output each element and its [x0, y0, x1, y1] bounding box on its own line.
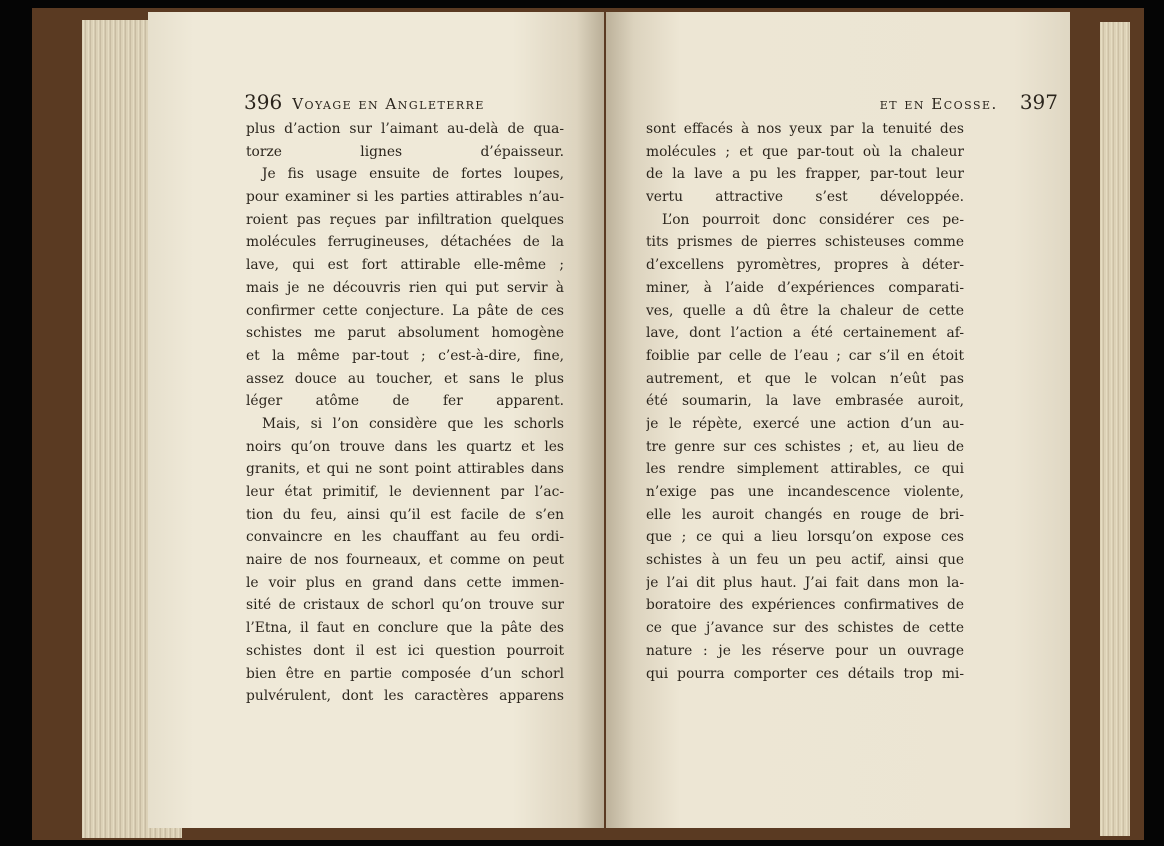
- text-line: n’exige pas une incandescence violente,: [646, 484, 964, 500]
- right-page-text: [646, 118, 964, 685]
- text-line: schistes à un feu un peu actif, ainsi que: [646, 552, 964, 569]
- right-running-title: et en Ecosse.: [879, 95, 998, 113]
- text-line: lave, dont l’action a été certainement af-: [646, 325, 964, 342]
- text-line: pour examiner si les parties attirables n’au-: [246, 189, 564, 206]
- text-line: qui pourra comporter ces détails trop mi-: [646, 665, 964, 682]
- text-line: plus d’action sur l’aimant au-delà de qua-: [246, 121, 564, 137]
- right-running-head: [738, 90, 1058, 118]
- text-line: molécules ferrugineuses, détachées de la: [246, 234, 564, 251]
- text-line: L’on pourroit donc considérer ces pe-: [662, 211, 964, 228]
- text-line: je le répète, exercé une action d’un au-: [646, 415, 964, 432]
- text-line: été soumarin, la lave embrasée auroit,: [646, 393, 964, 410]
- text-line: Mais, si l’on considère que les schorls: [262, 415, 564, 432]
- text-line: torze lignes d’épaisseur.: [246, 143, 564, 160]
- text-line: schistes me parut absolument homogène: [246, 325, 564, 342]
- text-line: leur état primitif, le deviennent par l’ac-: [246, 484, 564, 500]
- text-line: je l’ai dit plus haut. J’ai fait dans mon la-: [646, 574, 964, 591]
- text-line: tion du feu, ainsi qu’il est facile de s’en: [246, 506, 564, 523]
- text-line: granits, et qui ne sont point attirables dans: [246, 461, 564, 478]
- text-line: sont effacés à nos yeux par la tenuité des: [646, 121, 964, 137]
- left-page-number: 396: [244, 90, 283, 114]
- right-page: [606, 12, 1070, 828]
- text-line: vertu attractive s’est développée.: [646, 189, 964, 206]
- text-line: Je fis usage ensuite de fortes loupes,: [262, 166, 564, 183]
- text-line: de la lave a pu les frapper, par-tout leur: [646, 166, 964, 183]
- text-line: naire de nos fourneaux, et comme on peut: [246, 552, 564, 569]
- text-line: miner, à l’aide d’expériences comparati-: [646, 279, 964, 296]
- text-line: tits prismes de pierres schisteuses comme: [646, 234, 964, 251]
- left-page-text: [246, 118, 564, 708]
- text-line: ves, quelle a dû être la chaleur de cette: [646, 302, 964, 319]
- text-line: l’Etna, il faut en conclure que la pâte des: [246, 620, 564, 637]
- text-line: ce que j’avance sur des schistes de cette: [646, 620, 964, 637]
- text-line: foiblie par celle de l’eau ; car s’il en étoit: [646, 347, 964, 364]
- text-line: roient pas reçues par infiltration quelques: [246, 211, 564, 228]
- text-line: pulvérulent, dont les caractères apparens: [246, 688, 564, 705]
- text-line: bien être en partie composée d’un schorl: [246, 665, 564, 682]
- left-running-title: Voyage en Angleterre: [292, 95, 485, 113]
- text-line: d’excellens pyromètres, propres à déter-: [646, 257, 964, 274]
- text-line: autrement, et que le volcan n’eût pas: [646, 370, 964, 387]
- text-line: mais je ne découvris rien qui put servir à: [246, 279, 564, 296]
- text-line: confirmer cette conjecture. La pâte de ces: [246, 302, 564, 319]
- text-line: schistes dont il est ici question pourroit: [246, 642, 564, 659]
- text-line: tre genre sur ces schistes ; et, au lieu de: [646, 438, 964, 455]
- text-line: que ; ce qui a lieu lorsqu’on expose ces: [646, 529, 964, 546]
- text-line: elle les auroit changés en rouge de bri-: [646, 506, 964, 523]
- text-line: nature : je les réserve pour un ouvrage: [646, 642, 964, 659]
- text-line: sité de cristaux de schorl qu’on trouve sur: [246, 597, 564, 614]
- text-line: assez douce au toucher, et sans le plus: [246, 370, 564, 387]
- left-page: [148, 12, 604, 828]
- text-line: lave, qui est fort attirable elle-même ;: [246, 257, 564, 274]
- text-line: le voir plus en grand dans cette immen-: [246, 574, 564, 591]
- text-line: les rendre simplement attirables, ce qui: [646, 461, 964, 478]
- left-running-head: [244, 90, 564, 118]
- text-line: et la même par-tout ; c’est-à-dire, fine,: [246, 347, 564, 364]
- text-line: convaincre en les chauffant au feu ordi-: [246, 529, 564, 546]
- right-page-edges: [1100, 22, 1130, 836]
- text-line: noirs qu’on trouve dans les quartz et les: [246, 438, 564, 455]
- text-line: léger atôme de fer apparent.: [246, 393, 564, 410]
- text-line: molécules ; et que par-tout où la chaleur: [646, 143, 964, 160]
- text-line: boratoire des expériences confirmatives de: [646, 597, 964, 614]
- right-page-number: 397: [1019, 90, 1058, 114]
